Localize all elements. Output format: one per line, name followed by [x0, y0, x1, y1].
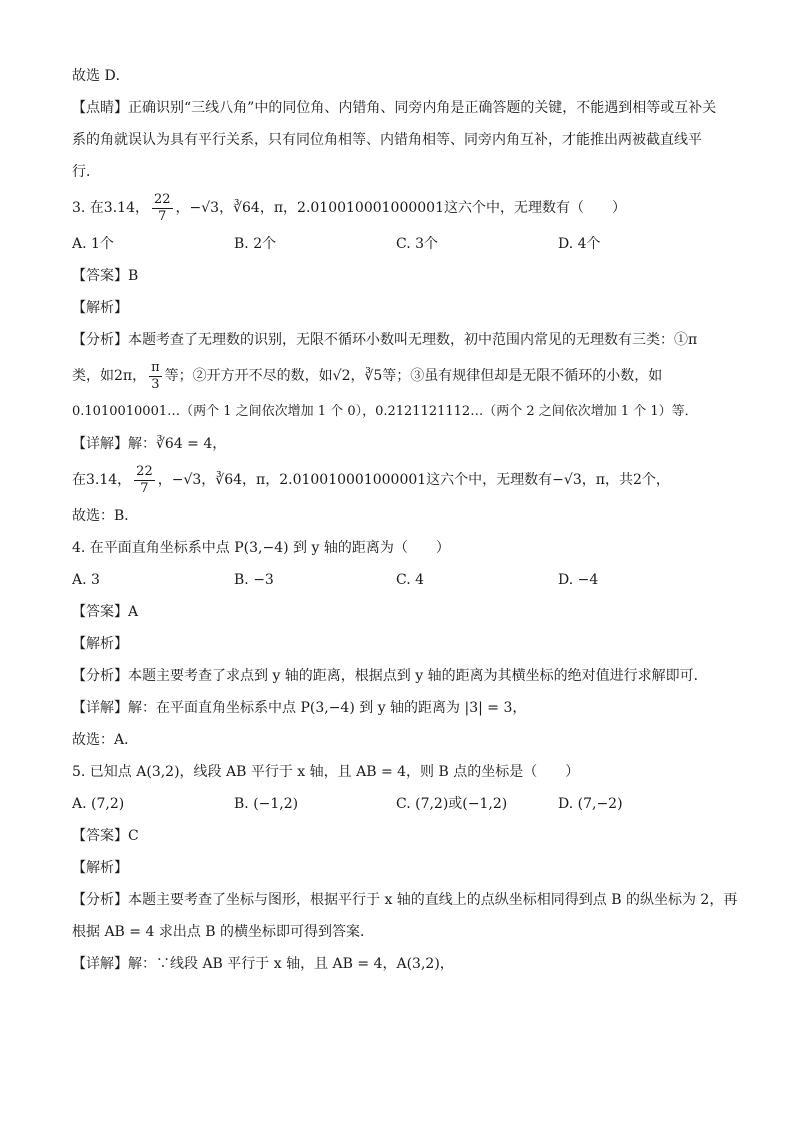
q5-answer: 【答案】C	[72, 828, 139, 844]
q4-option-b: B. −3	[234, 572, 274, 588]
q3-analysis-line-2	[72, 356, 722, 396]
q3-analysis-2a: 类，如2π，	[72, 368, 147, 384]
q5-jiexi: 【解析】	[72, 860, 128, 876]
q2-note-line-1: 【点睛】正确识别“三线八角”中的同位角、内错角、同旁内角是正确答题的关键，不能遇到相等或互补关	[72, 100, 717, 116]
q3-stem-suffix: 2.010010001000001这六个中，无理数有（ ）	[297, 200, 626, 216]
q5-stem: 5. 已知点 A(3,2)，线段 AB 平行于 x 轴，且 AB = 4，则 B 点的坐标是（ ）	[72, 764, 580, 780]
q4-option-a: A. 3	[72, 572, 100, 588]
q3-stem-prefix: 3. 在3.14，	[72, 200, 149, 216]
q3-option-c: C. 3个	[396, 236, 439, 252]
q3-analysis-line-3: 0.1010010001…（两个 1 之间依次增加 1 个 0），0.2121121112…（两个 2 之间依次增加 1 个 1）等．	[72, 404, 698, 419]
q5-analysis-line-1: 【分析】本题主要考查了坐标与图形，根据平行于 x 轴的直线上的点纵坐标相同得到点 B 的纵坐标为 2，再	[72, 892, 738, 908]
q3-option-b: B. 2个	[234, 236, 277, 252]
q3-conclusion: 故选：B．	[72, 508, 139, 524]
q3-detail-solution: 【详解】解：∛64 = 4，	[72, 436, 227, 452]
q5-analysis-line-2: 根据 AB = 4 求出点 B 的横坐标即可得到答案．	[72, 924, 375, 940]
q3-detail-fraction-denominator: 7	[140, 480, 149, 496]
q4-option-d: D. −4	[558, 572, 599, 588]
q3-detail-a: 在3.14，	[72, 472, 132, 488]
q4-conclusion: 故选：A．	[72, 732, 139, 748]
q5-option-a: A. (7,2)	[72, 796, 125, 812]
q3-detail-b: ，−√3，∛64，π，2.010010001000001这六个中，无理数有−√3，π，共2个，	[157, 472, 670, 488]
q2-answer-line: 故选 D．	[72, 68, 130, 84]
q3-analysis-fraction-numerator: π	[151, 359, 160, 375]
q4-answer: 【答案】A	[72, 604, 139, 620]
document-page	[72, 60, 738, 980]
q3-fraction-numerator: 22	[153, 191, 171, 207]
q4-option-c: C. 4	[396, 572, 425, 588]
q4-detail: 【详解】解：在平面直角坐标系中点 P(3,−4) 到 y 轴的距离为 |3| = 3，	[72, 700, 527, 716]
q3-analysis-fraction	[149, 360, 162, 393]
q2-note-line-2: 系的角就误认为具有平行关系，只有同位角相等、内错角相等、同旁内角互补，才能推出两被截直线平	[72, 132, 702, 148]
q3-analysis-line-1: 【分析】本题考查了无理数的识别，无限不循环小数叫无理数，初中范围内常见的无理数有三类：①π	[72, 332, 698, 348]
q4-analysis: 【分析】本题主要考查了求点到 y 轴的距离，根据点到 y 轴的距离为其横坐标的绝对值进行求解即可．	[72, 668, 708, 684]
q5-option-c: C. (7,2)或(−1,2)	[396, 796, 508, 812]
q4-stem: 4. 在平面直角坐标系中点 P(3,−4) 到 y 轴的距离为（ ）	[72, 540, 450, 556]
q3-option-a: A. 1个	[72, 236, 114, 252]
q2-note-line-3: 行．	[72, 164, 100, 180]
q5-option-b: B. (−1,2)	[234, 796, 299, 812]
q3-jiexi: 【解析】	[72, 300, 128, 316]
q5-options	[72, 788, 722, 820]
q3-fraction-denominator: 7	[158, 208, 167, 224]
q3-answer: 【答案】B	[72, 268, 139, 284]
q3-stem	[72, 188, 722, 228]
q3-analysis-fraction-denominator: 3	[151, 376, 160, 392]
q5-detail: 【详解】解：∵线段 AB 平行于 x 轴，且 AB = 4，A(3,2)，	[72, 956, 454, 972]
q3-option-d: D. 4个	[558, 236, 601, 252]
q3-detail-line	[72, 460, 722, 500]
q3-analysis-2b: 等；②开方开不尽的数，如√2，∛5等；③虽有规律但却是无限不循环的小数，如	[164, 368, 663, 384]
q5-option-d: D. (7,−2)	[558, 796, 623, 812]
q3-stem-middle: ，−√3，∛64，π，	[175, 200, 298, 216]
q4-jiexi: 【解析】	[72, 636, 128, 652]
q3-detail-fraction	[134, 464, 155, 497]
q3-fraction	[152, 192, 173, 225]
q4-options	[72, 564, 722, 596]
q3-detail-fraction-numerator: 22	[136, 463, 153, 479]
q3-options	[72, 228, 722, 260]
